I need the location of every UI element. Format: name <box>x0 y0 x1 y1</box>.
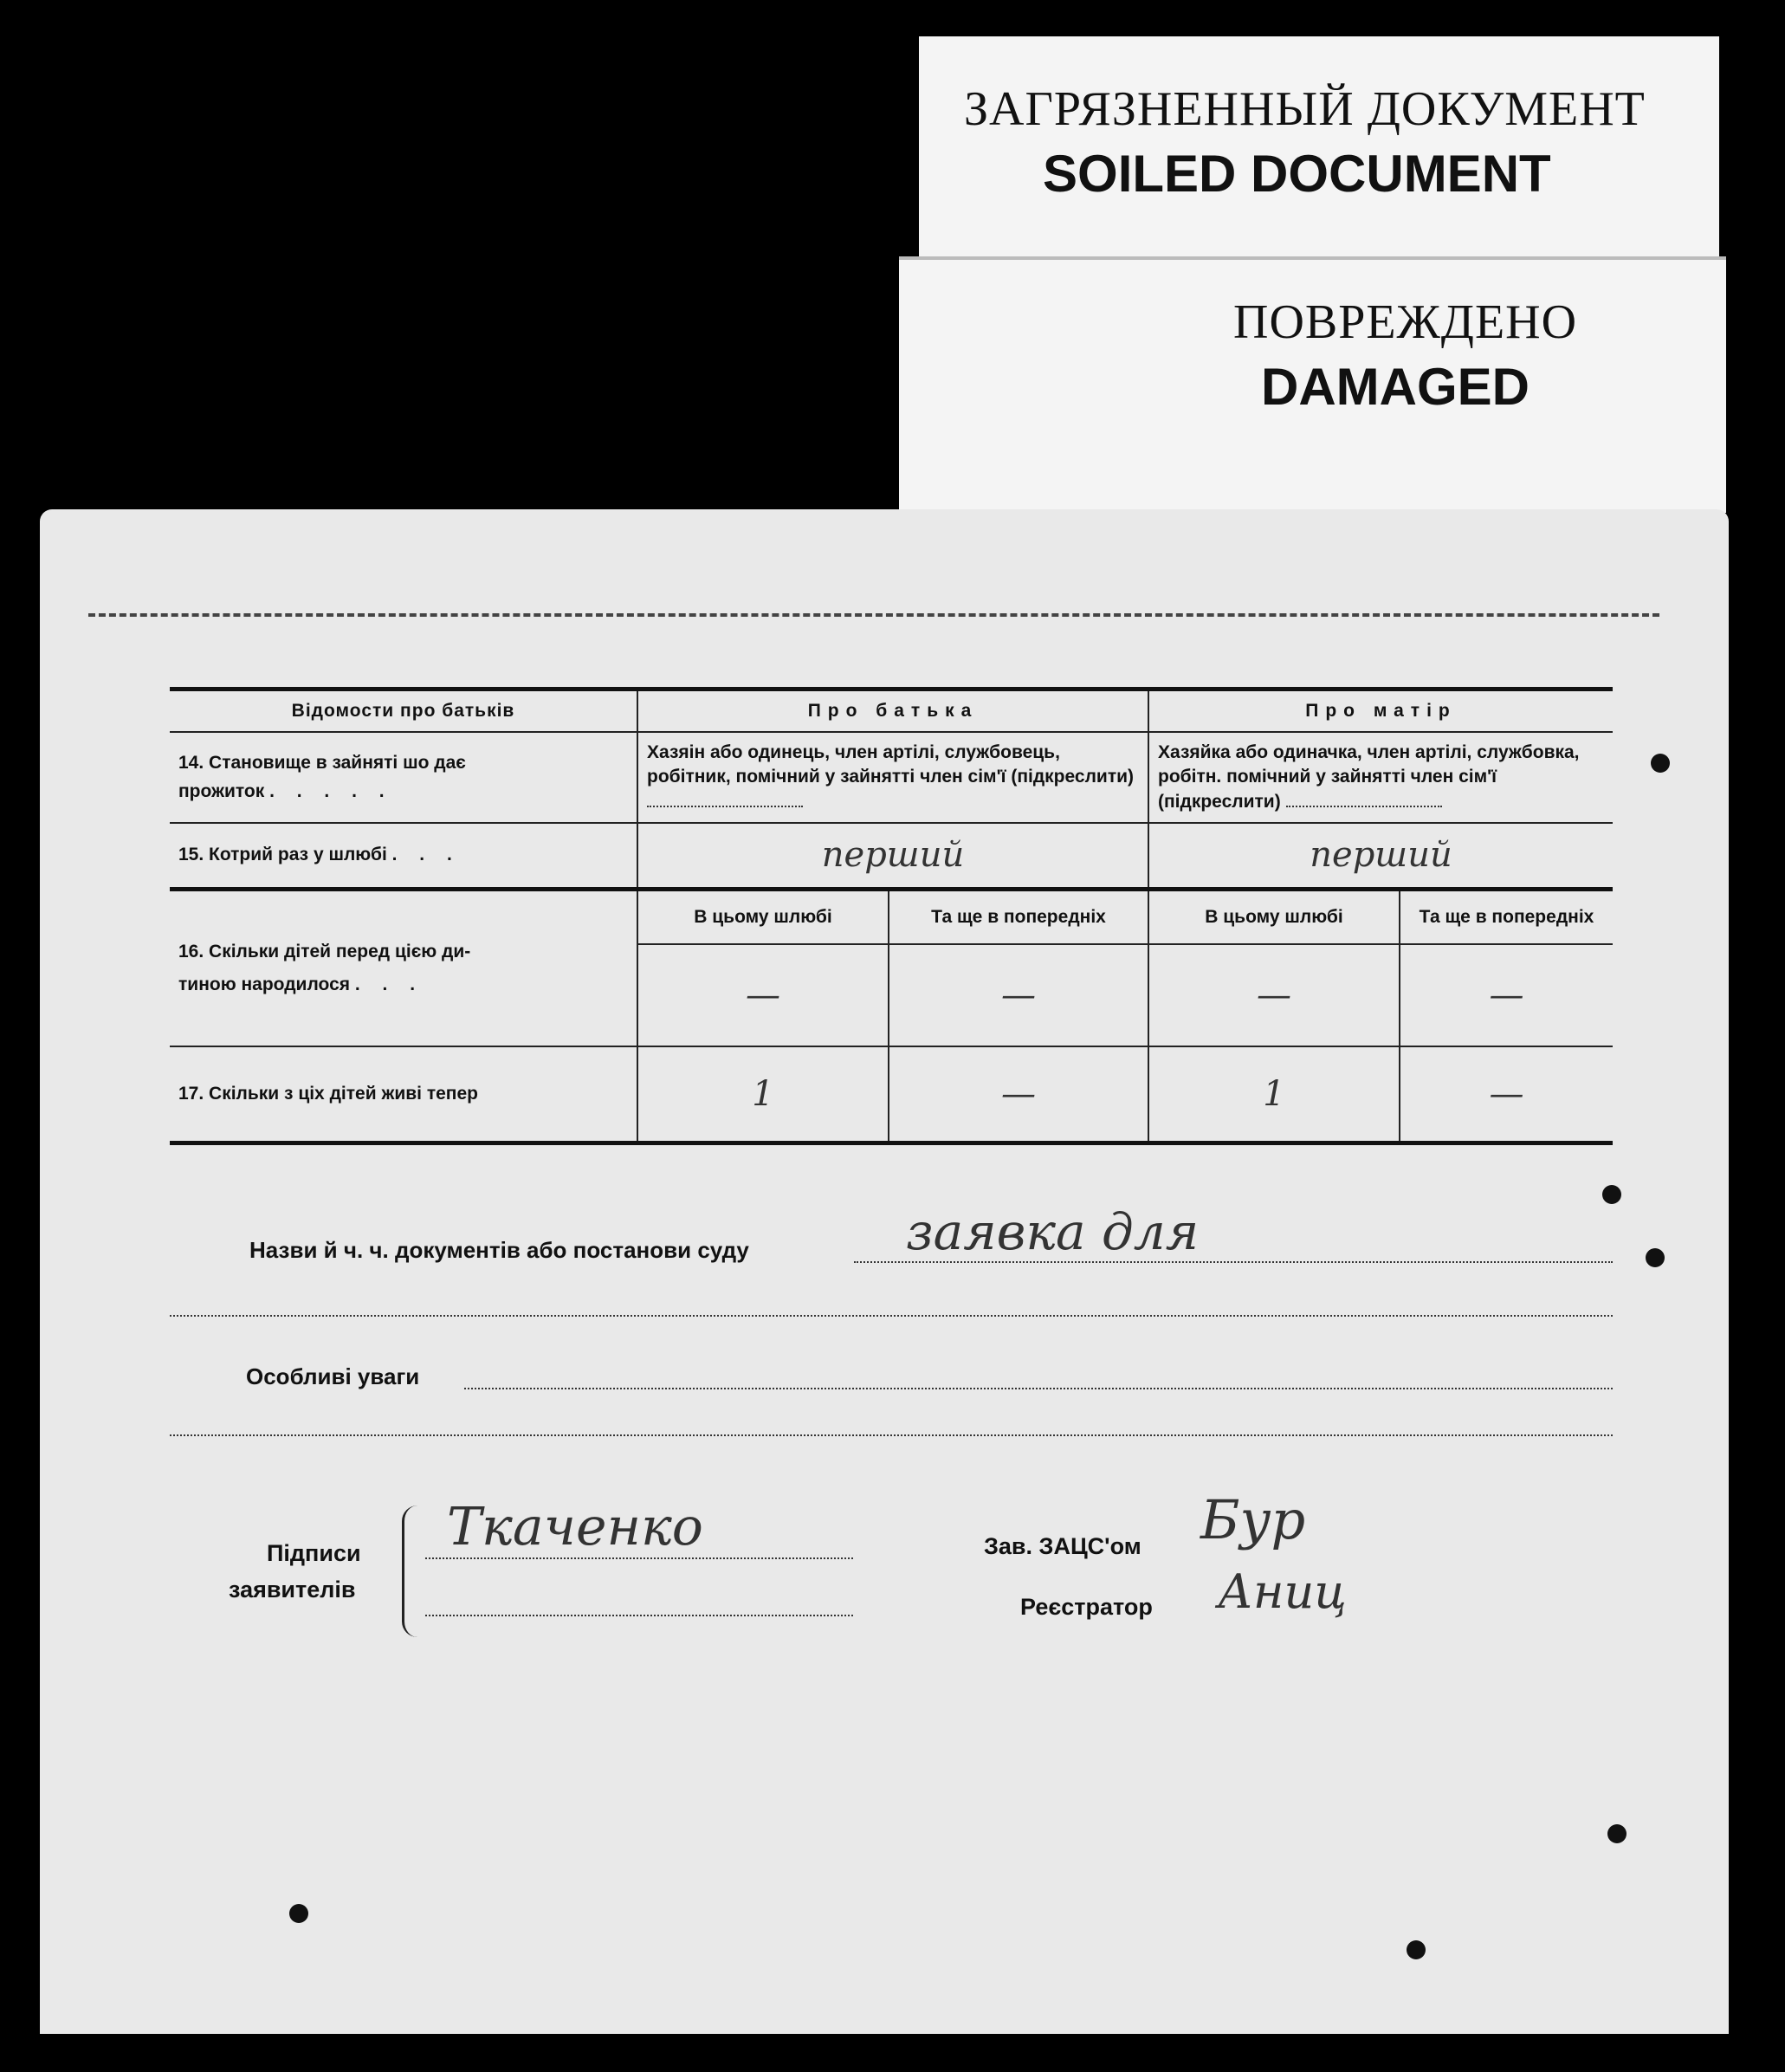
registrar-label: Реєстратор <box>1020 1594 1153 1620</box>
row14-father: Хазяін або одинець, член артілі, службовець, робітник, помічний у зайнятті член сім'ї (підкреслити) <box>637 732 1148 823</box>
damage-hole <box>1602 1185 1621 1204</box>
row17-value-1: 1 <box>637 1046 889 1143</box>
row16-value-3: — <box>1148 944 1400 1046</box>
document-sheet <box>40 509 1729 2034</box>
soiled-label-ru: ЗАГРЯЗНЕННЫЙ ДОКУМЕНТ <box>964 82 1646 136</box>
remarks-second-line <box>170 1434 1613 1436</box>
row15-father: перший <box>637 823 1148 889</box>
damaged-label-en: DAMAGED <box>1261 358 1530 416</box>
applicant-signature: Ткаченко <box>447 1497 703 1557</box>
row15-mother: перший <box>1148 823 1613 889</box>
header-father: Про батька <box>637 690 1148 733</box>
header-mother: Про матір <box>1148 690 1613 733</box>
documents-value: заявка для <box>906 1202 1200 1261</box>
row15-label: 15. Котрий раз у шлюбі . . . <box>170 823 637 889</box>
perforation-line <box>88 613 1659 617</box>
subheader-father-previous: Та ще в попередніх <box>889 889 1148 944</box>
row16-value-4: — <box>1400 944 1613 1046</box>
row17-value-4: — <box>1400 1046 1613 1143</box>
documents-second-line <box>170 1315 1613 1317</box>
documents-fill-line <box>854 1261 1613 1263</box>
damage-hole <box>1607 1824 1627 1843</box>
head-label: Зав. ЗАЦС'ом <box>984 1533 1141 1559</box>
damage-hole <box>1407 1940 1426 1959</box>
remarks-fill-line <box>464 1388 1613 1389</box>
header-info: Відомости про батьків <box>170 690 637 733</box>
damaged-label-card <box>899 256 1726 513</box>
damage-hole <box>1651 754 1670 773</box>
subheader-father-this: В цьому шлюбі <box>637 889 889 944</box>
applicants-brace <box>402 1505 422 1637</box>
soiled-label-en: SOILED DOCUMENT <box>1043 145 1551 203</box>
row17-value-3: 1 <box>1148 1046 1400 1143</box>
row16-value-1: — <box>637 944 889 1046</box>
damage-hole <box>1646 1248 1665 1267</box>
parents-table <box>170 687 1613 1145</box>
soiled-label-card <box>919 36 1719 279</box>
subheader-mother-previous: Та ще в попередніх <box>1400 889 1613 944</box>
applicants-label-2: заявителів <box>229 1577 356 1603</box>
applicant-line-2 <box>425 1615 853 1616</box>
applicants-label-1: Підписи <box>267 1540 361 1566</box>
row16-label: 16. Скільки дітей перед цією ди- тиною народилося . . . <box>170 889 637 1046</box>
remarks-label: Особливі уваги <box>246 1363 420 1389</box>
damage-hole <box>289 1904 308 1923</box>
subheader-mother-this: В цьому шлюбі <box>1148 889 1400 944</box>
row14-label: 14. Становище в зайняті шо дає прожиток . . . . . <box>170 732 637 823</box>
applicant-line-1 <box>425 1557 853 1559</box>
head-signature: Бур <box>1200 1488 1306 1551</box>
row17-label: 17. Скільки з ціх дітей живі тепер <box>170 1046 637 1143</box>
row17-value-2: — <box>889 1046 1148 1143</box>
row16-value-2: — <box>889 944 1148 1046</box>
registrar-signature: Аниц <box>1218 1564 1347 1619</box>
damaged-label-ru: ПОВРЕЖДЕНО <box>1233 295 1578 349</box>
row14-mother: Хазяйка або одиначка, член артілі, службовка, робітн. помічний у зайнятті член сім'ї (підкреслити) <box>1148 732 1613 823</box>
documents-label: Назви й ч. ч. документів або постанови суду <box>249 1237 749 1263</box>
